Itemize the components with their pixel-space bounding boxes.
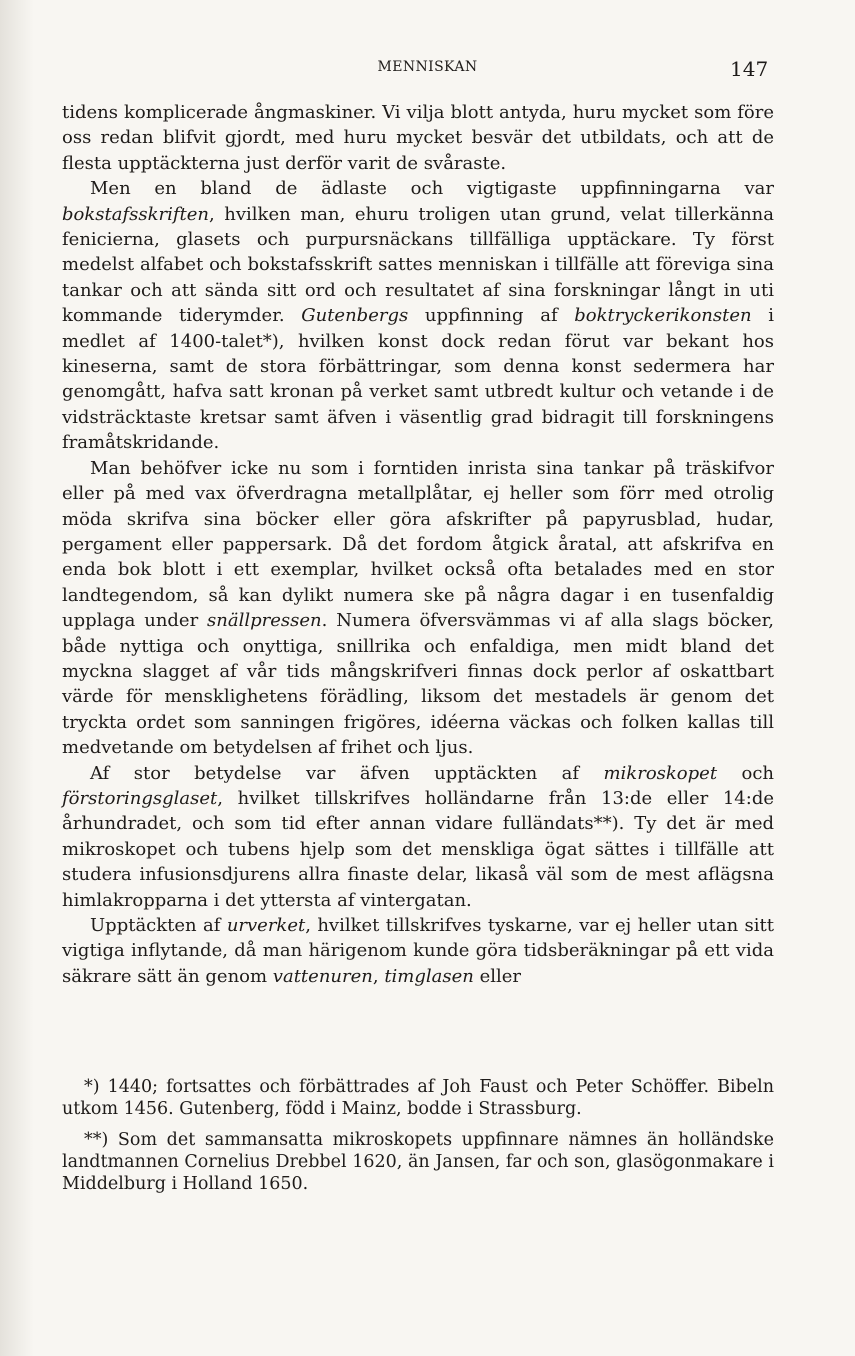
italic-term: Gutenbergs [301,305,409,327]
italic-term: snällpressen [207,610,322,632]
footnote-text: **) Som det sammansatta mikroskopets uppfinnare nämnes än holländske landtmannen Cornelius Drebbel 1620, än Jansen, far och son, glasögonmakare i Middelburg i Holland 1650. [62,1130,774,1194]
footnotes [62,1076,774,1204]
italic-term: timglasen [384,965,474,987]
italic-term: boktryckerikonsten [574,305,752,327]
text-run: Man behöfver icke nu som i forntiden inrista sina tankar på träskifvor eller på med vax öfverdragna metallplåtar, ej heller som förr med otrolig möda skrifva sina böcker eller göra afskrifter på papyrusblad, hudar, pergament eller pappersark. Då det fordom åtgick åratal, att afskrifva en enda bok blott i ett exemplar, hvilket också ofta betalades med en stor landtegendom, så kan dylikt numera ske på några dagar i en tusenfaldig upplaga under [62,457,774,632]
footnote-2 [62,1129,774,1195]
text-run: . Numera öfversvämmas vi af alla slags böcker, både nyttiga och onyttiga, snillrika och enfaldiga, men midt bland det myckna slagget af vår tids mångskrifveri finnas dock perlor af oskattbart värde för mensklighetens förädling, liksom det mestadels är genom det tryckta ordet som sanningen frigöres, idéerna väckas och folken kallas till medvetande om betydelsen af frihet och ljus. [62,610,774,759]
footnote-1 [62,1076,774,1120]
text-run: och [717,762,775,784]
page-gutter-shadow [0,0,34,1356]
text-run: , [372,965,385,987]
paragraph-2 [62,176,774,455]
text-run: , hvilken man, ehuru troligen utan grund, velat tillerkänna fenicierna, glasets och purpursnäckans tillfälliga upptäckare. Ty först medelst alfabet och bokstafsskrift sattes menniskan i tillfälle att föreviga sina tankar och att sända sitt ord och resultatet af sina forskningar långt in uti kommande tiderymder. [62,203,774,327]
text-run: , hvilket tillskrifves tyskarne, var ej heller utan sitt vigtiga inflytande, då man härigenom kunde göra tidsberäkningar på ett vida säkrare sätt än genom [62,915,775,987]
paragraph-1 [62,100,774,176]
text-run: Men en bland de ädlaste och vigtigaste uppfinningarna var [90,178,774,200]
italic-term: mikroskopet [603,762,718,784]
footnote-text: *) 1440; fortsattes och förbättrades af Joh Faust och Peter Schöffer. Bibeln utkom 1456. Gutenberg, född i Mainz, bodde i Strassburg. [62,1077,774,1119]
italic-term: förstoringsglaset [62,787,218,809]
paragraph-5 [62,913,774,989]
italic-term: bokstafsskriften [62,203,210,225]
paragraph-3 [62,456,774,761]
text-run: , hvilket tillskrifves holländarne från 13:de eller 14:de århundradet, och som tid efter annan vidare fulländats**). Ty det är med mikroskopet och tubens hjelp som det menskliga ögat sättes i tillfälle att studera infusionsdjurens allra finaste delar, likaså väl som de mest aflägsna himlakropparna i det yttersta af vintergatan. [62,787,774,911]
running-head: MENNISKAN [377,59,478,75]
text-run: eller [473,965,522,987]
text-run: Af stor betydelse var äfven upptäckten af [90,762,604,784]
text-run: i medlet af 1400-talet*), hvilken konst dock redan förut var bekant hos kineserna, samt de stora förbättringar, som denna konst sedermera har genomgått, hafva satt kronan på verket samt utbredt kultur och vetande i de vidsträcktaste kretsar samt äfven i väsentlig grad bidragit till forskningens framåtskridande. [62,305,774,454]
text-run: tidens komplicerade ångmaskiner. Vi vilja blott antyda, huru mycket som före oss redan blifvit gjordt, med huru mycket besvär det utbildats, och att de flesta upptäckterna just derför varit de svåraste. [62,102,774,174]
italic-term: vattenuren [272,965,373,987]
italic-term: urverket [226,915,306,936]
body-text [62,100,774,989]
text-run: Upptäckten af [90,915,227,936]
paragraph-4 [62,761,774,913]
page-number: 147 [730,57,769,81]
text-run: uppfinning af [408,305,575,327]
